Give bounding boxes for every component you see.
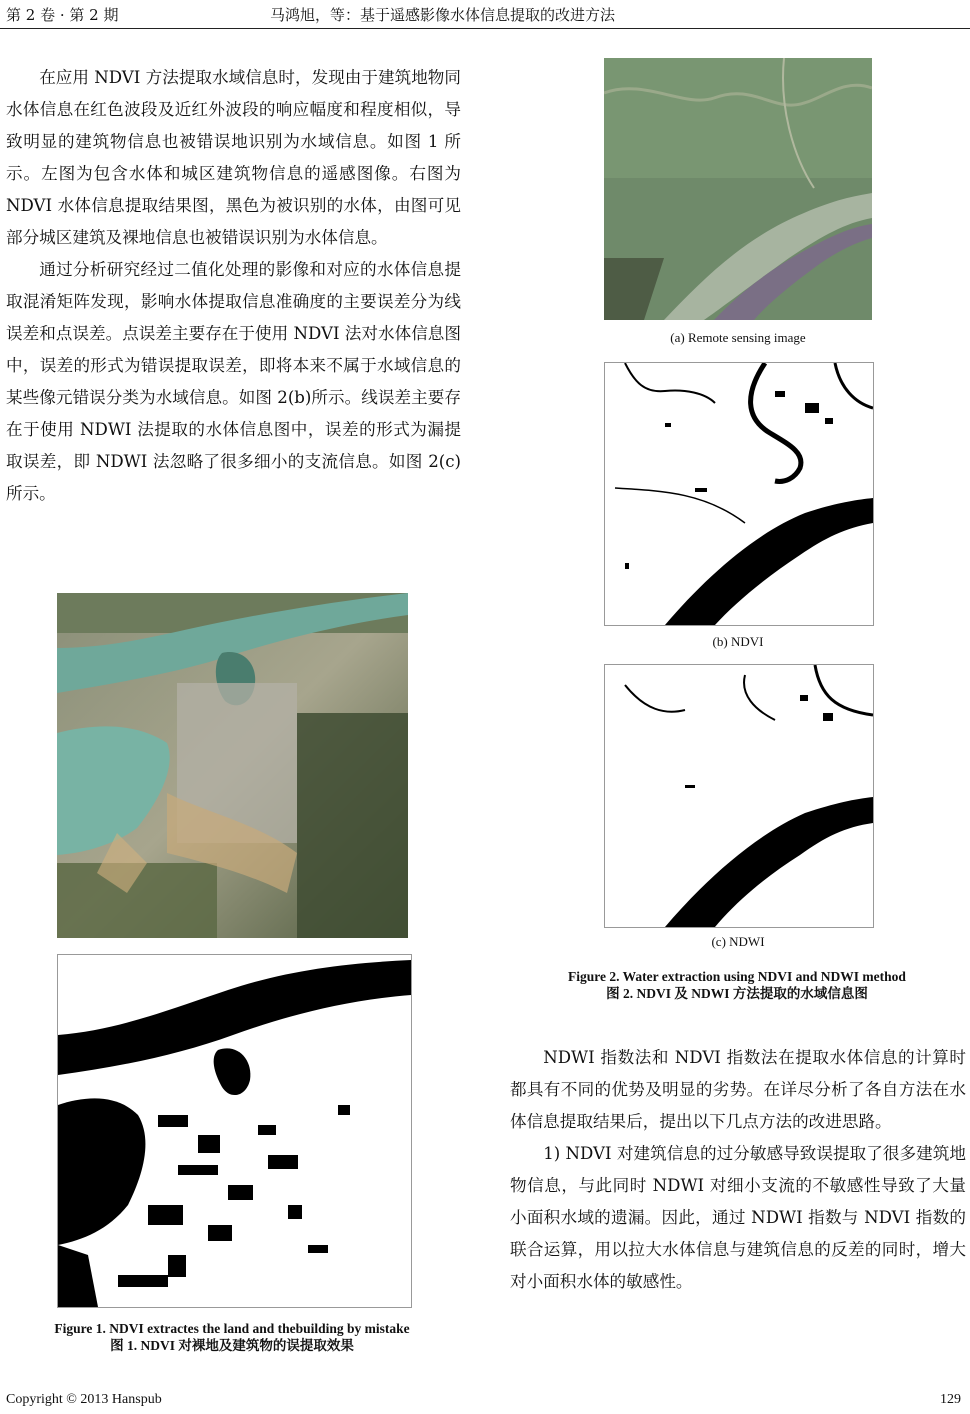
copyright-notice: Copyright © 2013 Hanspub — [6, 1392, 162, 1407]
paragraph: 1) NDVI 对建筑信息的过分敏感导致误提取了很多建筑地物信息，与此同时 NDWI 对细小支流的不敏感性导致了大量小面积水域的遗漏。因此，通过 NDWI 指数与 NDVI 指数的联合运算，用以拉大水体信息与建筑信息的反差的同时，增大对小面积水体的敏感性。 — [510, 1144, 966, 1291]
figure2-caption-chinese: 图 2. NDVI 及 NDWI 方法提取的水域信息图 — [606, 986, 868, 1001]
journal-volume-issue: 第 2 卷 · 第 2 期 — [6, 6, 119, 24]
running-title: 马鸿旭，等：基于遥感影像水体信息提取的改进方法 — [270, 6, 616, 24]
running-header — [0, 0, 970, 29]
figure1-caption-chinese: 图 1. NDVI 对裸地及建筑物的误提取效果 — [110, 1338, 354, 1353]
figure2c-ndwi-image — [604, 664, 874, 928]
figure2b-ndvi-image — [604, 362, 874, 626]
figure2a-label: (a) Remote sensing image — [670, 330, 806, 345]
figure1-remote-sensing-image — [57, 593, 408, 938]
figure1-caption — [0, 1320, 464, 1354]
figure2b-label: (b) NDVI — [712, 634, 764, 649]
figure1-caption-english: Figure 1. NDVI extractes the land and thebuilding by mistake — [54, 1321, 410, 1336]
paragraph: 在应用 NDVI 方法提取水域信息时，发现由于建筑地物同水体信息在红色波段及近红外波段的响应幅度和程度相似，导致明显的建筑物信息也被错误地识别为水域信息。如图 1 所示。左图为包含水体和城区建筑物信息的遥感图像。右图为 NDVI 水体信息提取结果图，黑色为被识别的水体，由图可见部分城区建筑及裸地信息也被错误识别为水体信息。 — [6, 68, 461, 247]
figure2-caption — [500, 968, 970, 1002]
figure1-ndvi-result-image — [57, 954, 412, 1308]
figure2c-label: (c) NDWI — [711, 934, 765, 949]
left-column-text — [6, 62, 461, 510]
page-number: 129 — [940, 1392, 961, 1407]
paragraph: NDWI 指数法和 NDVI 指数法在提取水体信息的计算时都具有不同的优势及明显的劣势。在详尽分析了各自方法在水体信息提取结果后，提出以下几点方法的改进思路。 — [510, 1048, 966, 1131]
paragraph: 通过分析研究经过二值化处理的影像和对应的水体信息提取混淆矩阵发现，影响水体提取信息准确度的主要误差分为线误差和点误差。点误差主要存在于使用 NDVI 法对水体信息图中，误差的形式为错误提取误差，即将本来不属于水域信息的某些像元错误分类为水域信息。如图 2(b)所示。线误差主要存在于使用 NDWI 法提取的水体信息图中，误差的形式为漏提取误差，即 NDWI 法忽略了很多细小的支流信息。如图 2(c)所示。 — [6, 260, 461, 503]
figure2a-remote-sensing-image — [604, 58, 872, 320]
figure2-caption-english: Figure 2. Water extraction using NDVI and NDWI method — [568, 969, 906, 984]
right-column-text — [510, 1042, 966, 1298]
